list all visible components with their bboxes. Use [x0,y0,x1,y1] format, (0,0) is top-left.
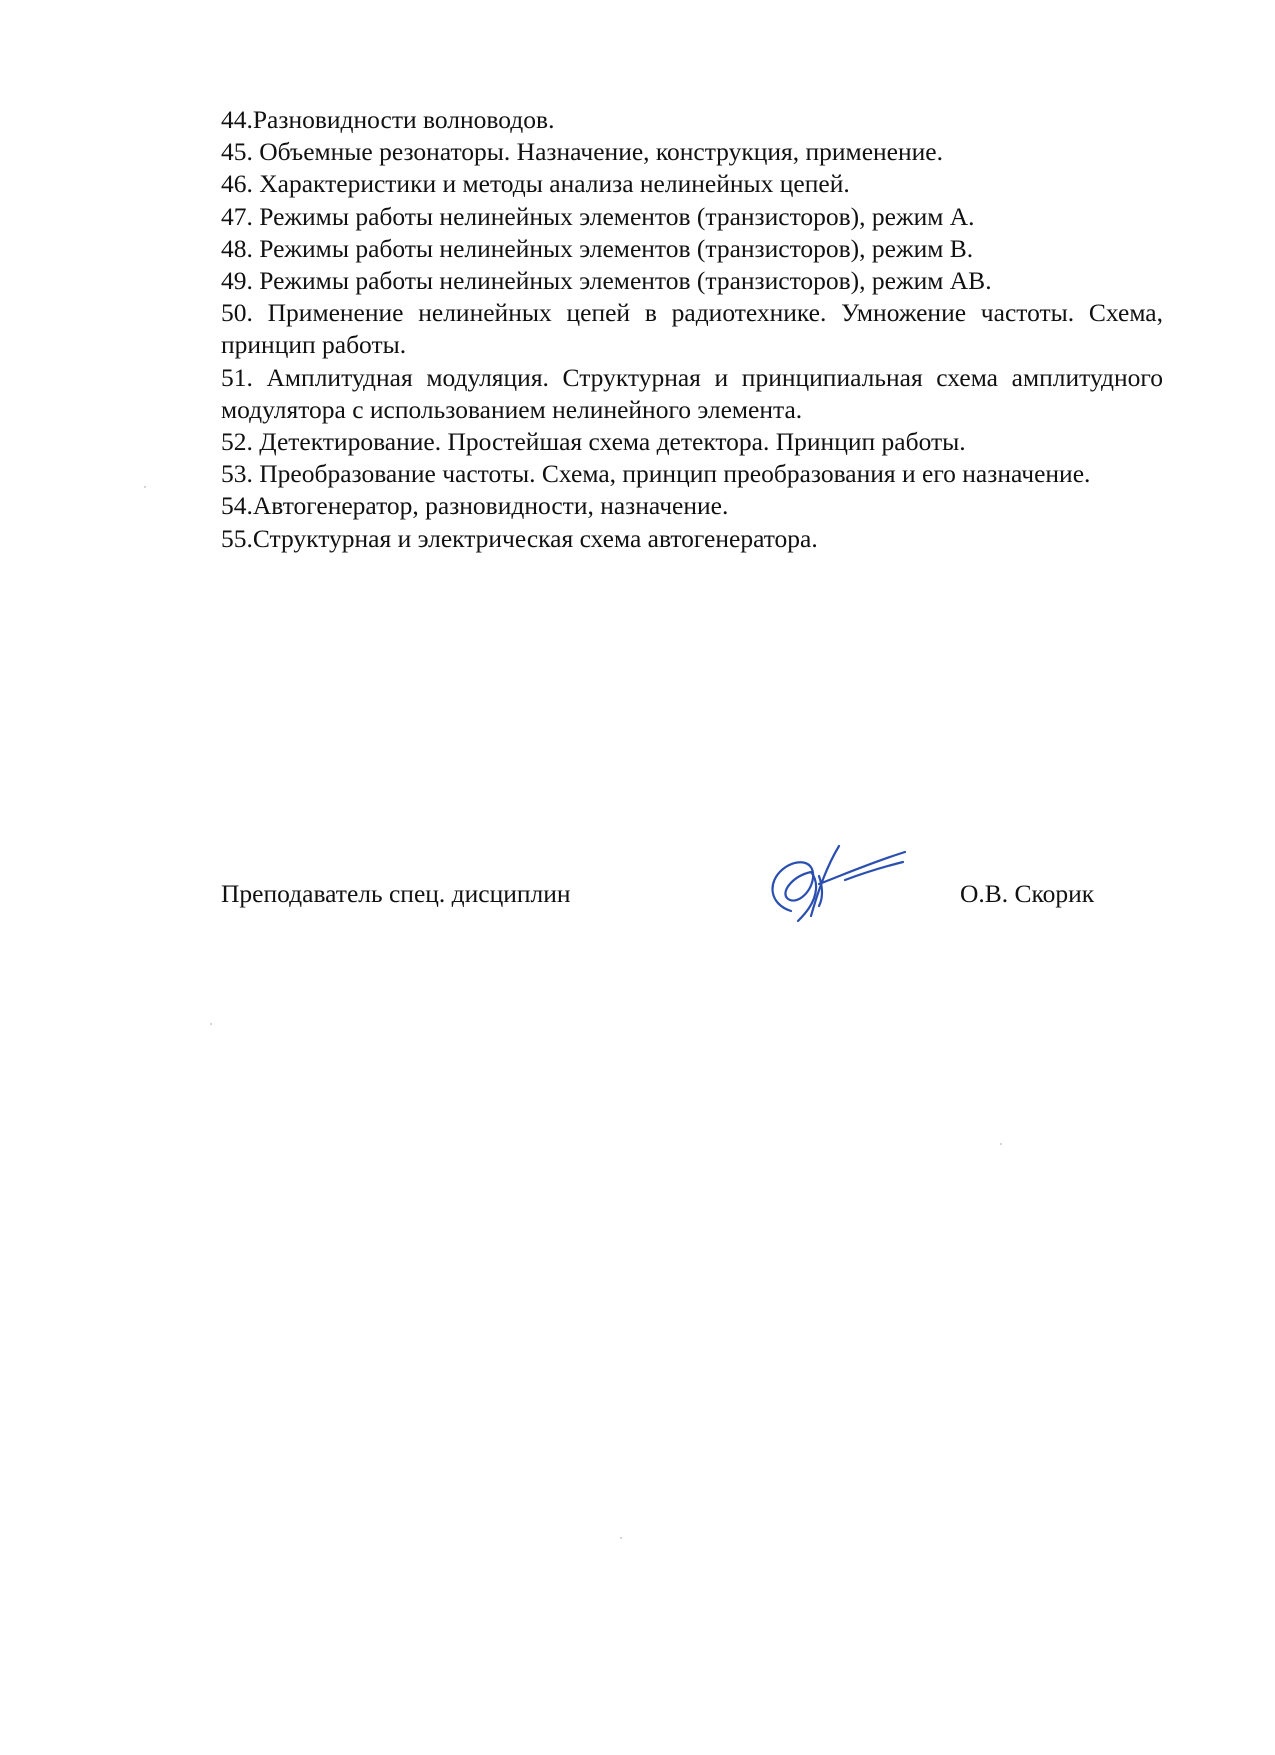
question-item-55: 55.Структурная и электрическая схема автогенератора. [221,523,818,553]
question-item-48: 48. Режимы работы нелинейных элементов (транзисторов), режим В. [221,233,974,263]
question-item-50: 50. Применение нелинейных цепей в радиотехнике. Умножение частоты. Схема, принцип работы. [221,298,1163,360]
scan-speck [210,1023,212,1025]
question-item-52: 52. Детектирование. Простейшая схема детектора. Принцип работы. [221,427,966,457]
question-item-47: 47. Режимы работы нелинейных элементов (транзисторов), режим А. [221,201,975,231]
scan-speck [1000,1143,1002,1145]
signer-role: Преподаватель спец. дисциплин [221,879,571,908]
scan-speck [620,1537,622,1539]
signature-block [221,836,1181,926]
question-item-46: 46. Характеристики и методы анализа нелинейных цепей. [221,169,850,199]
question-item-54: 54.Автогенератор, разновидности, назначение. [221,491,729,521]
exam-question-list [221,104,1163,555]
scan-speck [144,486,146,488]
question-item-51: 51. Амплитудная модуляция. Структурная и принципиальная схема амплитудного модулятора с использованием нелинейного элемента. [221,362,1163,424]
question-item-45: 45. Объемные резонаторы. Назначение, конструкция, применение. [221,137,943,167]
handwritten-signature [753,836,923,926]
question-item-53: 53. Преобразование частоты. Схема, принцип преобразования и его назначение. [221,459,1091,489]
signer-name: О.В. Скорик [960,879,1095,908]
question-item-49: 49. Режимы работы нелинейных элементов (транзисторов), режим АВ. [221,266,992,296]
question-item-44: 44.Разновидности волноводов. [221,105,555,134]
